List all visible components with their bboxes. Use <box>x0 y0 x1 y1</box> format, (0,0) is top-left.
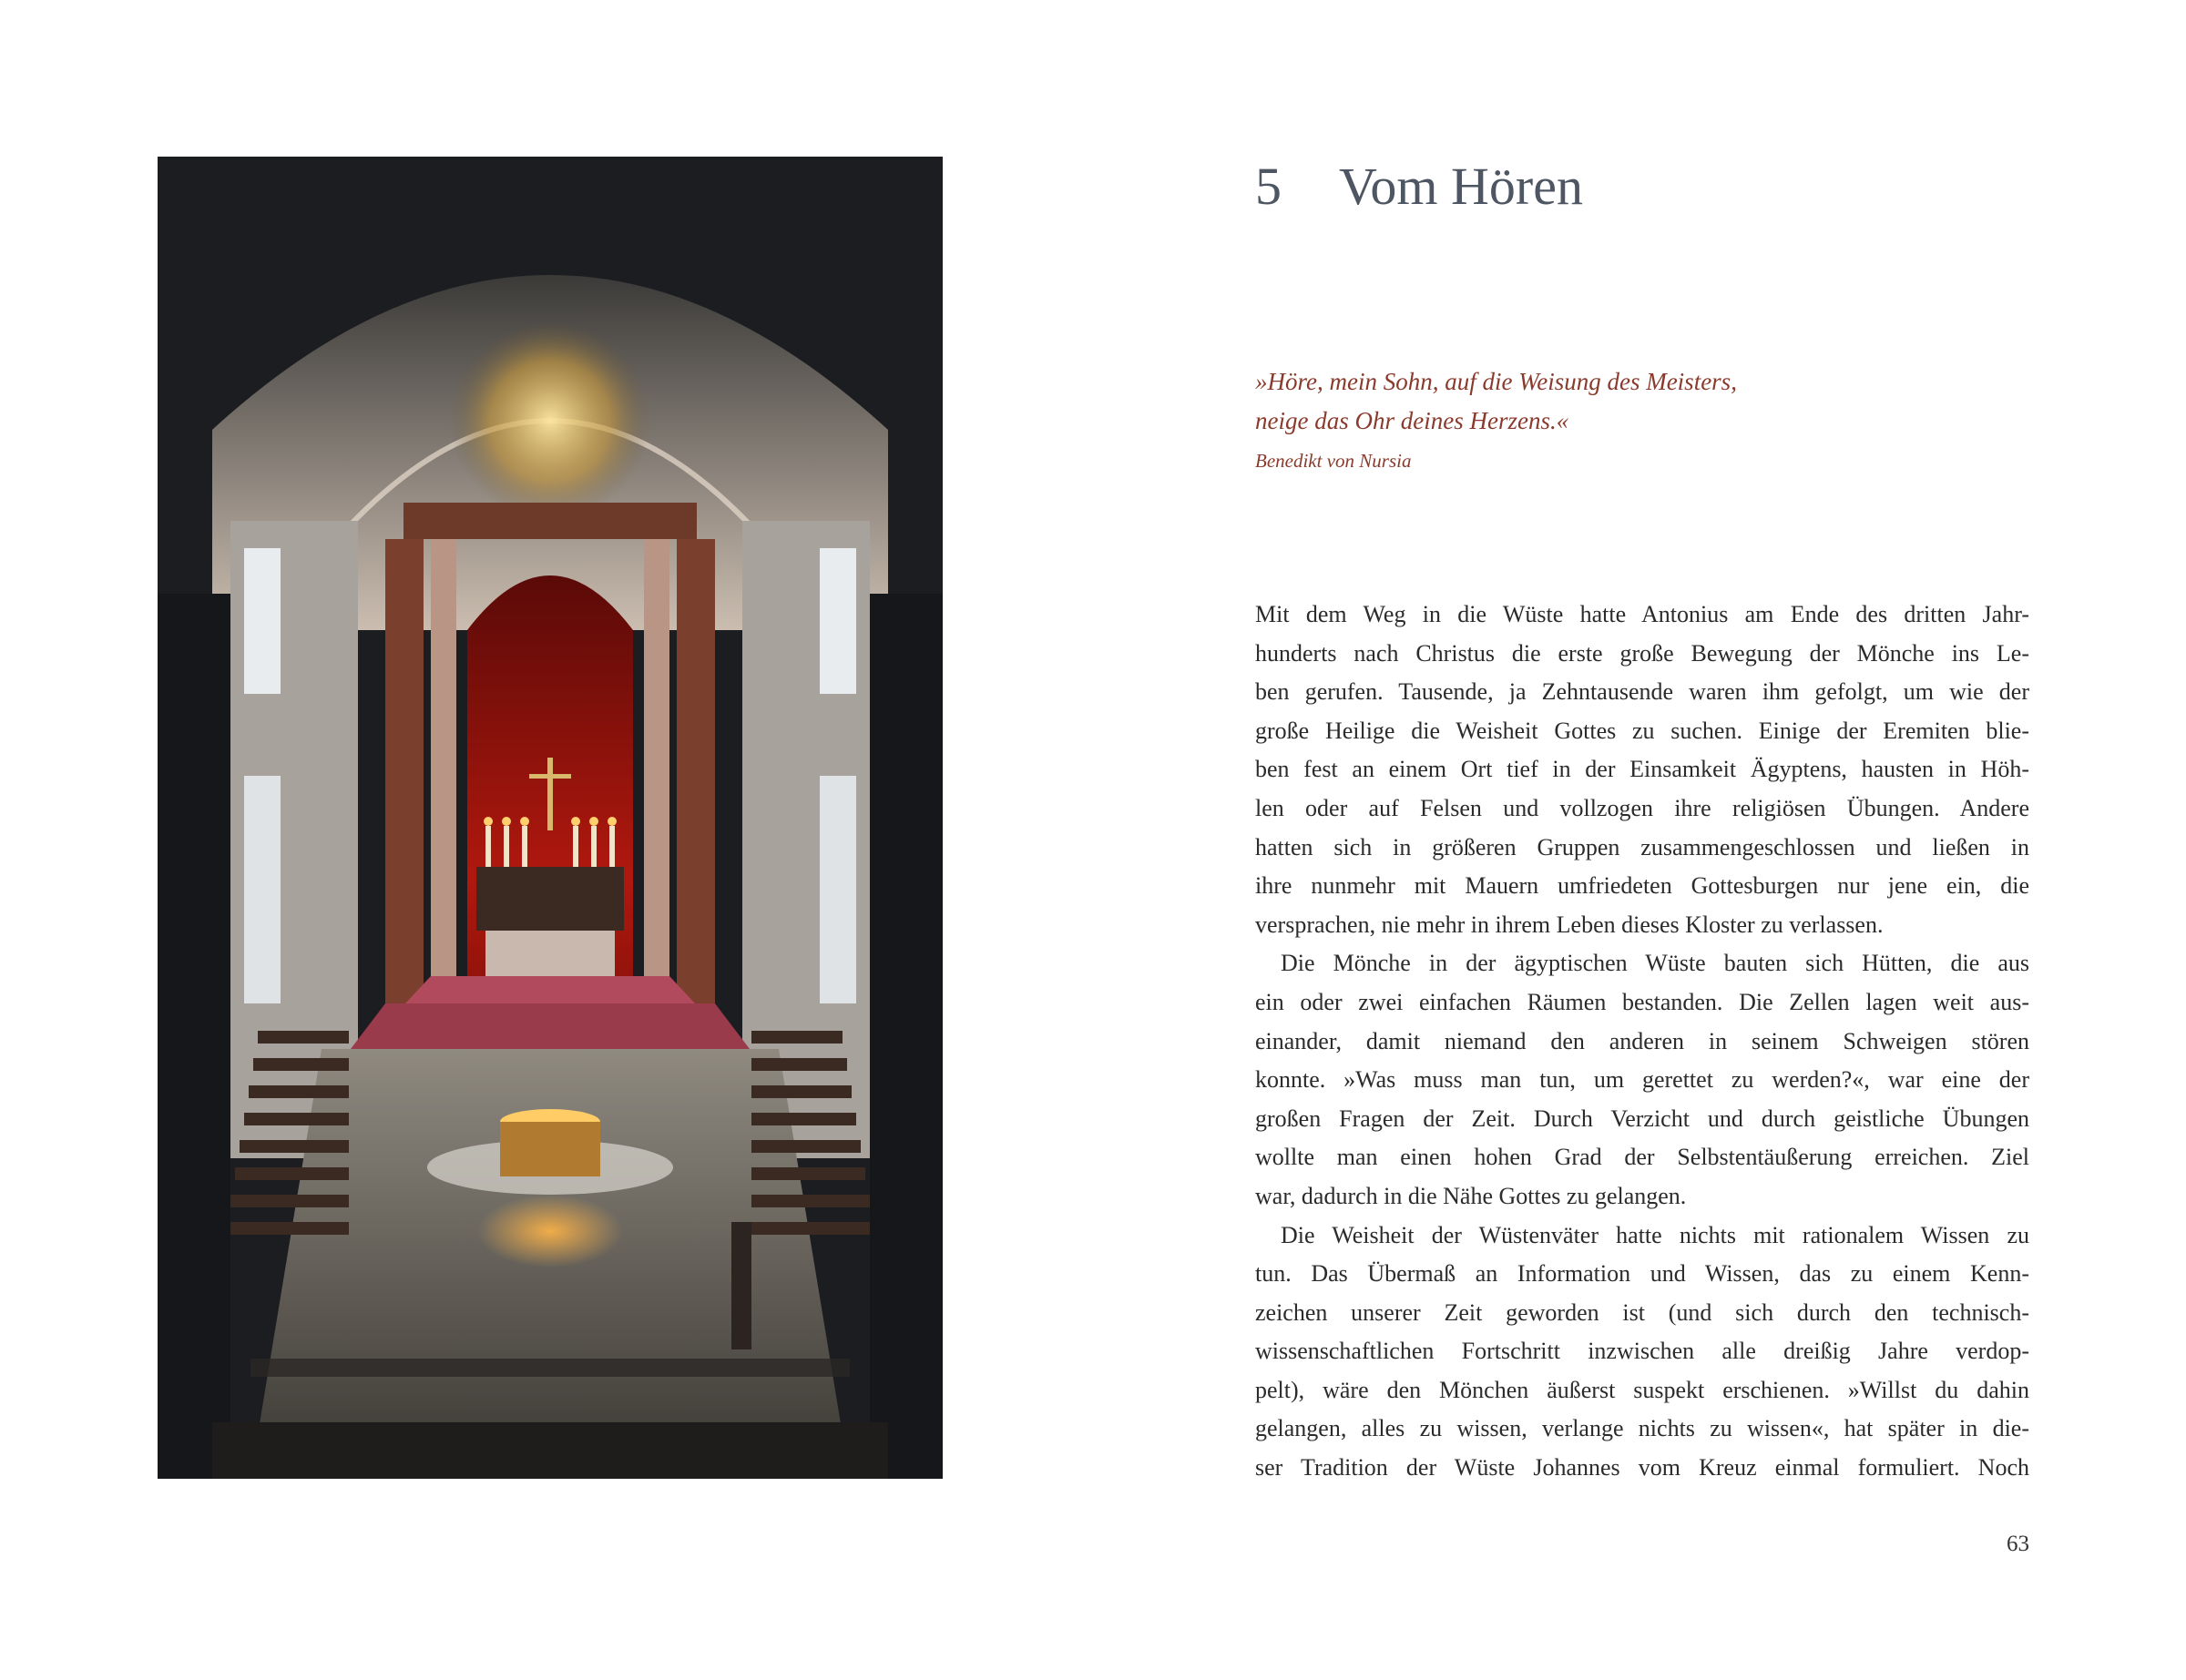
text-line: tun. Das Übermaß an Information und Wissen, das zu einem Kenn- <box>1255 1260 2029 1288</box>
text-line: Die Mönche in der ägyptischen Wüste bauten sich Hütten, die aus <box>1281 950 2029 977</box>
text-line: ben fest an einem Ort tief in der Einsamkeit Ägyptens, hausten in Höh- <box>1255 756 2029 783</box>
chapter-number: 5 <box>1255 157 1282 216</box>
epigraph-line: neige das Ohr deines Herzens.« <box>1255 407 1569 434</box>
text-line: einander, damit niemand den anderen in seinem Schweigen stören <box>1255 1027 2029 1054</box>
text-line: große Heilige die Weisheit Gottes zu suchen. Einige der Eremiten blie- <box>1255 717 2029 744</box>
chapter-title: Vom Hören <box>1339 157 1583 216</box>
body-text <box>1255 596 2029 1488</box>
epigraph-line: »Höre, mein Sohn, auf die Weisung des Meisters, <box>1255 368 1737 395</box>
text-line: pelt), wäre den Mönchen äußerst suspekt erschienen. »Willst du dahin <box>1255 1376 2029 1403</box>
text-line: gelangen, alles zu wissen, verlange nichts zu wissen«, hat später in die- <box>1255 1415 2029 1442</box>
text-line: wissenschaftlichen Fortschritt inzwischen alle dreißig Jahre verdop- <box>1255 1338 2029 1365</box>
text-line: hatten sich in größeren Gruppen zusammengeschlossen und ließen in <box>1255 833 2029 860</box>
text-line: Die Weisheit der Wüstenväter hatte nichts mit rationalem Wissen zu <box>1281 1221 2029 1248</box>
church-interior-photo <box>158 157 943 1479</box>
text-line: war, dadurch in die Nähe Gottes zu gelangen. <box>1255 1182 1687 1209</box>
text-line: ser Tradition der Wüste Johannes vom Kreuz einmal formuliert. Noch <box>1255 1454 2029 1481</box>
text-line: len oder auf Felsen und vollzogen ihre religiösen Übungen. Andere <box>1255 794 2029 821</box>
text-line: Mit dem Weg in die Wüste hatte Antonius am Ende des dritten Jahr- <box>1255 601 2029 627</box>
text-line: ein oder zwei einfachen Räumen bestanden. Die Zellen lagen weit aus- <box>1255 988 2029 1015</box>
epigraph-source: Benedikt von Nursia <box>1255 450 1412 472</box>
text-line: ihre nunmehr mit Mauern umfriedeten Gottesburgen nur jene ein, die <box>1255 872 2029 900</box>
paragraph <box>1255 944 2029 1216</box>
text-line: ben gerufen. Tausende, ja Zehntausende waren ihm gefolgt, um wie der <box>1255 678 2029 706</box>
text-line: wollte man einen hohen Grad der Selbstentäußerung erreichen. Ziel <box>1255 1144 2029 1171</box>
text-line: zeichen unserer Zeit geworden ist (und sich durch den technisch- <box>1255 1298 2029 1326</box>
text-line: versprachen, nie mehr in ihrem Leben dieses Kloster zu verlassen. <box>1255 911 1884 938</box>
paragraph <box>1255 596 2029 944</box>
text-line: großen Fragen der Zeit. Durch Verzicht und durch geistliche Übungen <box>1255 1105 2029 1132</box>
chapter-heading <box>1255 146 2075 228</box>
page-number: 63 <box>2007 1532 2029 1556</box>
church-interior-illustration <box>158 157 943 1479</box>
epigraph <box>1255 362 2038 479</box>
text-line: hunderts nach Christus die erste große Bewegung der Mönche ins Le- <box>1255 639 2029 667</box>
text-line: konnte. »Was muss man tun, um gerettet zu werden?«, war eine der <box>1255 1066 2029 1094</box>
paragraph <box>1255 1217 2029 1488</box>
